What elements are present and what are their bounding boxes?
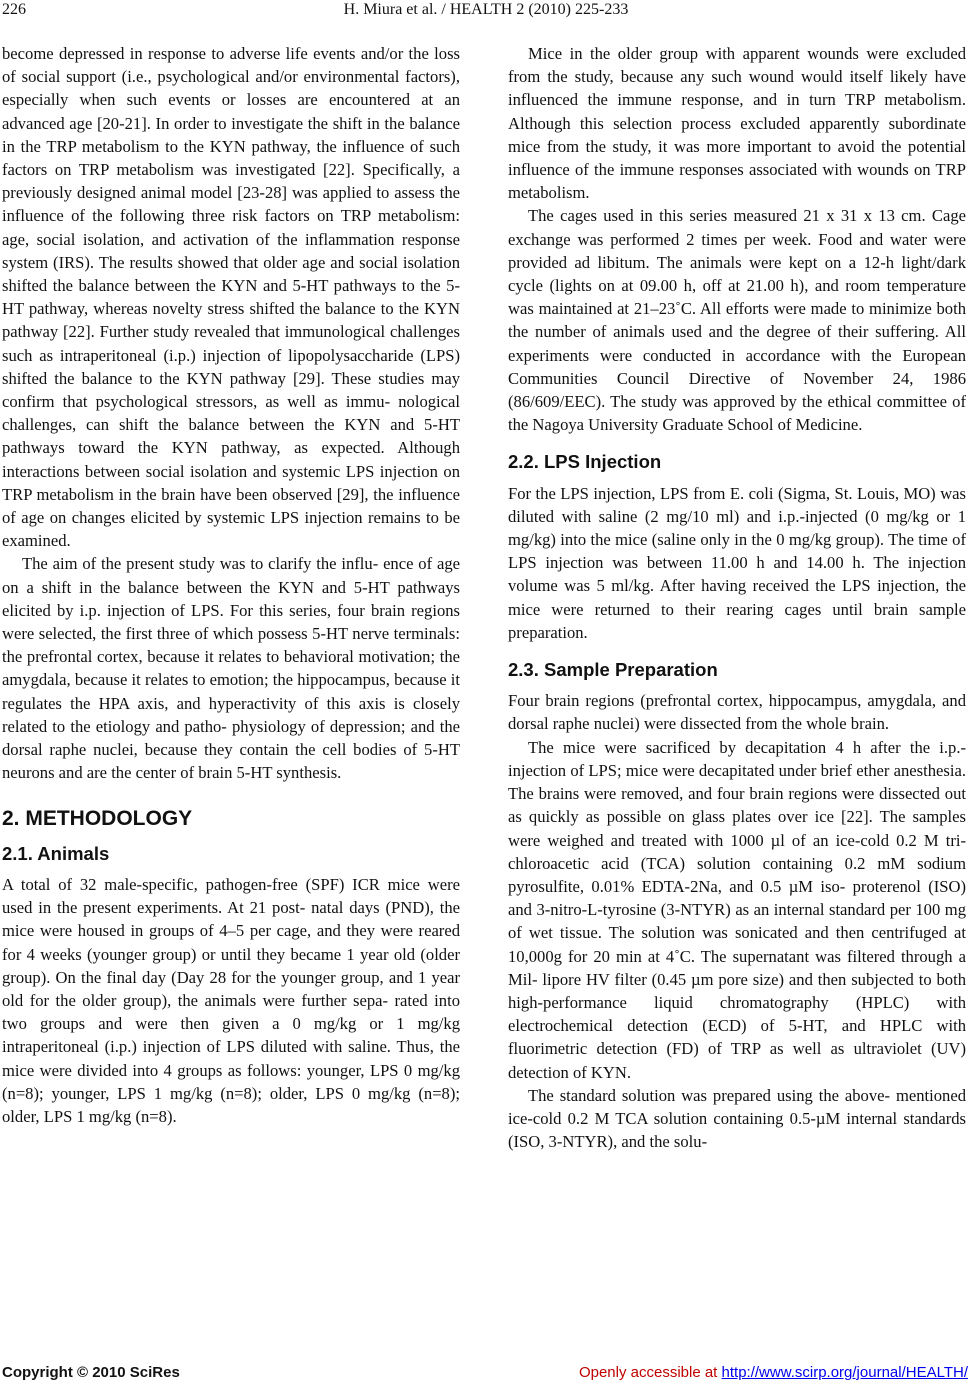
subsection-heading: 2.3. Sample Preparation [508,659,718,681]
subsection-heading: 2.2. LPS Injection [508,451,662,473]
section-heading: 2. METHODOLOGY [2,806,193,830]
paragraph: The standard solution was prepared using the above- mentioned ice-cold 0.2 M TCA solution containing 0.5-µM internal standards (ISO, 3-NTYR), and the solu- [508,1085,966,1152]
running-head: H. Miura et al. / HEALTH 2 (2010) 225-233 [343,1,629,18]
paragraph: The cages used in this series measured 21 x 31 x 13 cm. Cage exchange was performed 2 times per week. Food and water were provided ad libitum. The animals were kept on a 12-h light/dark cycle (lights on at 09.00 h, off at 21.00 h), and room temperature was maintained at 21–23˚C. All efforts were made to minimize both the number of animals used and the degree of their suffering. All experiments were conducted in accordance with the European Communities Council Directive of November 24, 1986 (86/609/EEC). The study was approved by the ethical committee of the Nagoya University Graduate School of Medicine. [508,206,966,435]
copyright-notice: Copyright © 2010 SciRes [2,1364,180,1381]
paragraph: A total of 32 male-specific, pathogen-free (SPF) ICR mice were used in the present experiments. At 21 post- natal days (PND), the mice were housed in groups of 4–5 per cage, and they were reared for 4 weeks (younger group) or until they became 1 year old (older group). On the final day (Day 28 for the younger group, and 1 year old for the older group), the animals were further sepa- rated into two groups and were then given a 0 mg/kg or 1 mg/kg intraperitoneal (i.p.) injection of LPS diluted with saline. Thus, the mice were divided into 4 groups as follows: younger, LPS 0 mg/kg (n=8); younger, LPS 1 mg/kg (n=8); older, LPS 0 mg/kg (n=8); older, LPS 1 mg/kg (n=8). [2,874,460,1126]
open-access-notice [579,1364,968,1381]
journal-link[interactable]: http://www.scirp.org/journal/HEALTH/ [721,1364,968,1381]
subsection-heading: 2.1. Animals [2,842,110,864]
paragraph: become depressed in response to adverse life events and/or the loss of social support (i.e., psychological and/or environmental factors), especially when such events or losses are encountered at an advanced age [20-21]. In order to investigate the shift in the balance in the TRP metabolism to the KYN pathway, the influence of such factors on TRP metabolism was investigated [22]. Specifically, a previously designed animal model [23-28] was applied to assess the influence of the following three risk factors on TRP metabolism: age, social isolation, and activation of the inflammation response system (IRS). The results showed that older age and social isolation shifted the balance between the KYN and 5-HT pathways to the 5-HT pathway, whereas novelty stress shifted the balance to the KYN pathway [22]. Further study revealed that immunological challenges such as intraperitoneal (i.p.) injection of lipopolysaccharide (LPS) shifted the balance to the KYN pathway [29]. These studies may confirm that psychological stressors, as well as immu- nological challenges, can shift the balance between the KYN and 5-HT pathways toward the KYN pathway, as expected. Although interactions between social isolation and systemic LPS injection on TRP metabolism in the brain have been observed [29], the influence of age on changes elicited by systemic LPS injection remains to be examined. [2,44,460,551]
page-footer [0,1364,972,1386]
left-column [2,42,460,1128]
open-access-label: Openly accessible at [578,1364,722,1381]
paragraph: The aim of the present study was to clarify the influ- ence of age on a shift in the balance between the KYN and 5-HT pathways elicited by i.p. injection of LPS. For this series, four brain regions were selected, the first three of which possess 5-HT nerve terminals: the prefrontal cortex, because it relates to behavioral motivation; the amygdala, because it relates to emotion; the hippocampus, because it regulates the HPA axis, and hyperactivity of this axis is closely related to the etiology and patho- physiology of depression; and the dorsal raphe nuclei, because they contain the cell bodies of 5-HT neurons and are the center of brain 5-HT synthesis. [2,554,460,783]
paragraph: Mice in the older group with apparent wounds were excluded from the study, because any such wound would itself likely have influenced the immune response, and in turn TRP metabolism. Although this selection process excluded apparently subordinate mice from the study, it was more important to avoid the potential influence of the immune responses associated with wounds on TRP metabolism. [508,44,966,203]
right-column [508,42,966,1153]
page-number: 226 [2,1,26,18]
paragraph: The mice were sacrificed by decapitation 4 h after the i.p.-injection of LPS; mice were decapitated under brief ether anesthesia. The brains were removed, and four brain regions were dissected out as quickly as possible on glass plates over ice [22]. The samples were weighed and treated with 1000 µl of an ice-cold 0.2 M tri- chloroacetic acid (TCA) solution containing 0.2 mM sodium pyrosulfite, 0.01% EDTA-2Na, and 0.5 µM iso- proterenol (ISO) and 3-nitro-L-tyrosine (3-NTYR) as an internal standard per 100 mg of wet tissue. The solution was sonicated and then centrifuged at 10,000g for 20 min at 4˚C. The supernatant was filtered through a Mil- lipore HV filter (0.45 µm pore size) and then subjected to both high-performance liquid chromatography (HPLC) with electrochemical detection (ECD) of 5-HT, and HPLC with fluorimetric detection (FD) of TRP as well as ultraviolet (UV) detection of KYN. [508,737,966,1082]
paragraph: For the LPS injection, LPS from E. coli (Sigma, St. Louis, MO) was diluted with saline (2 mg/10 ml) and i.p.-injected (0 mg/kg or 1 mg/kg) into the mice (saline only in the 0 mg/kg group). The time of LPS injection was between 11.00 h and 14.00 h. The injection volume was 5 ml/kg. After having received the LPS injection, the mice were returned to their rearing cages until brain sample preparation. [508,483,966,642]
page-header [0,0,972,24]
paragraph: Four brain regions (prefrontal cortex, hippocampus, amygdala, and dorsal raphe nuclei) were dissected from the whole brain. [508,691,966,734]
